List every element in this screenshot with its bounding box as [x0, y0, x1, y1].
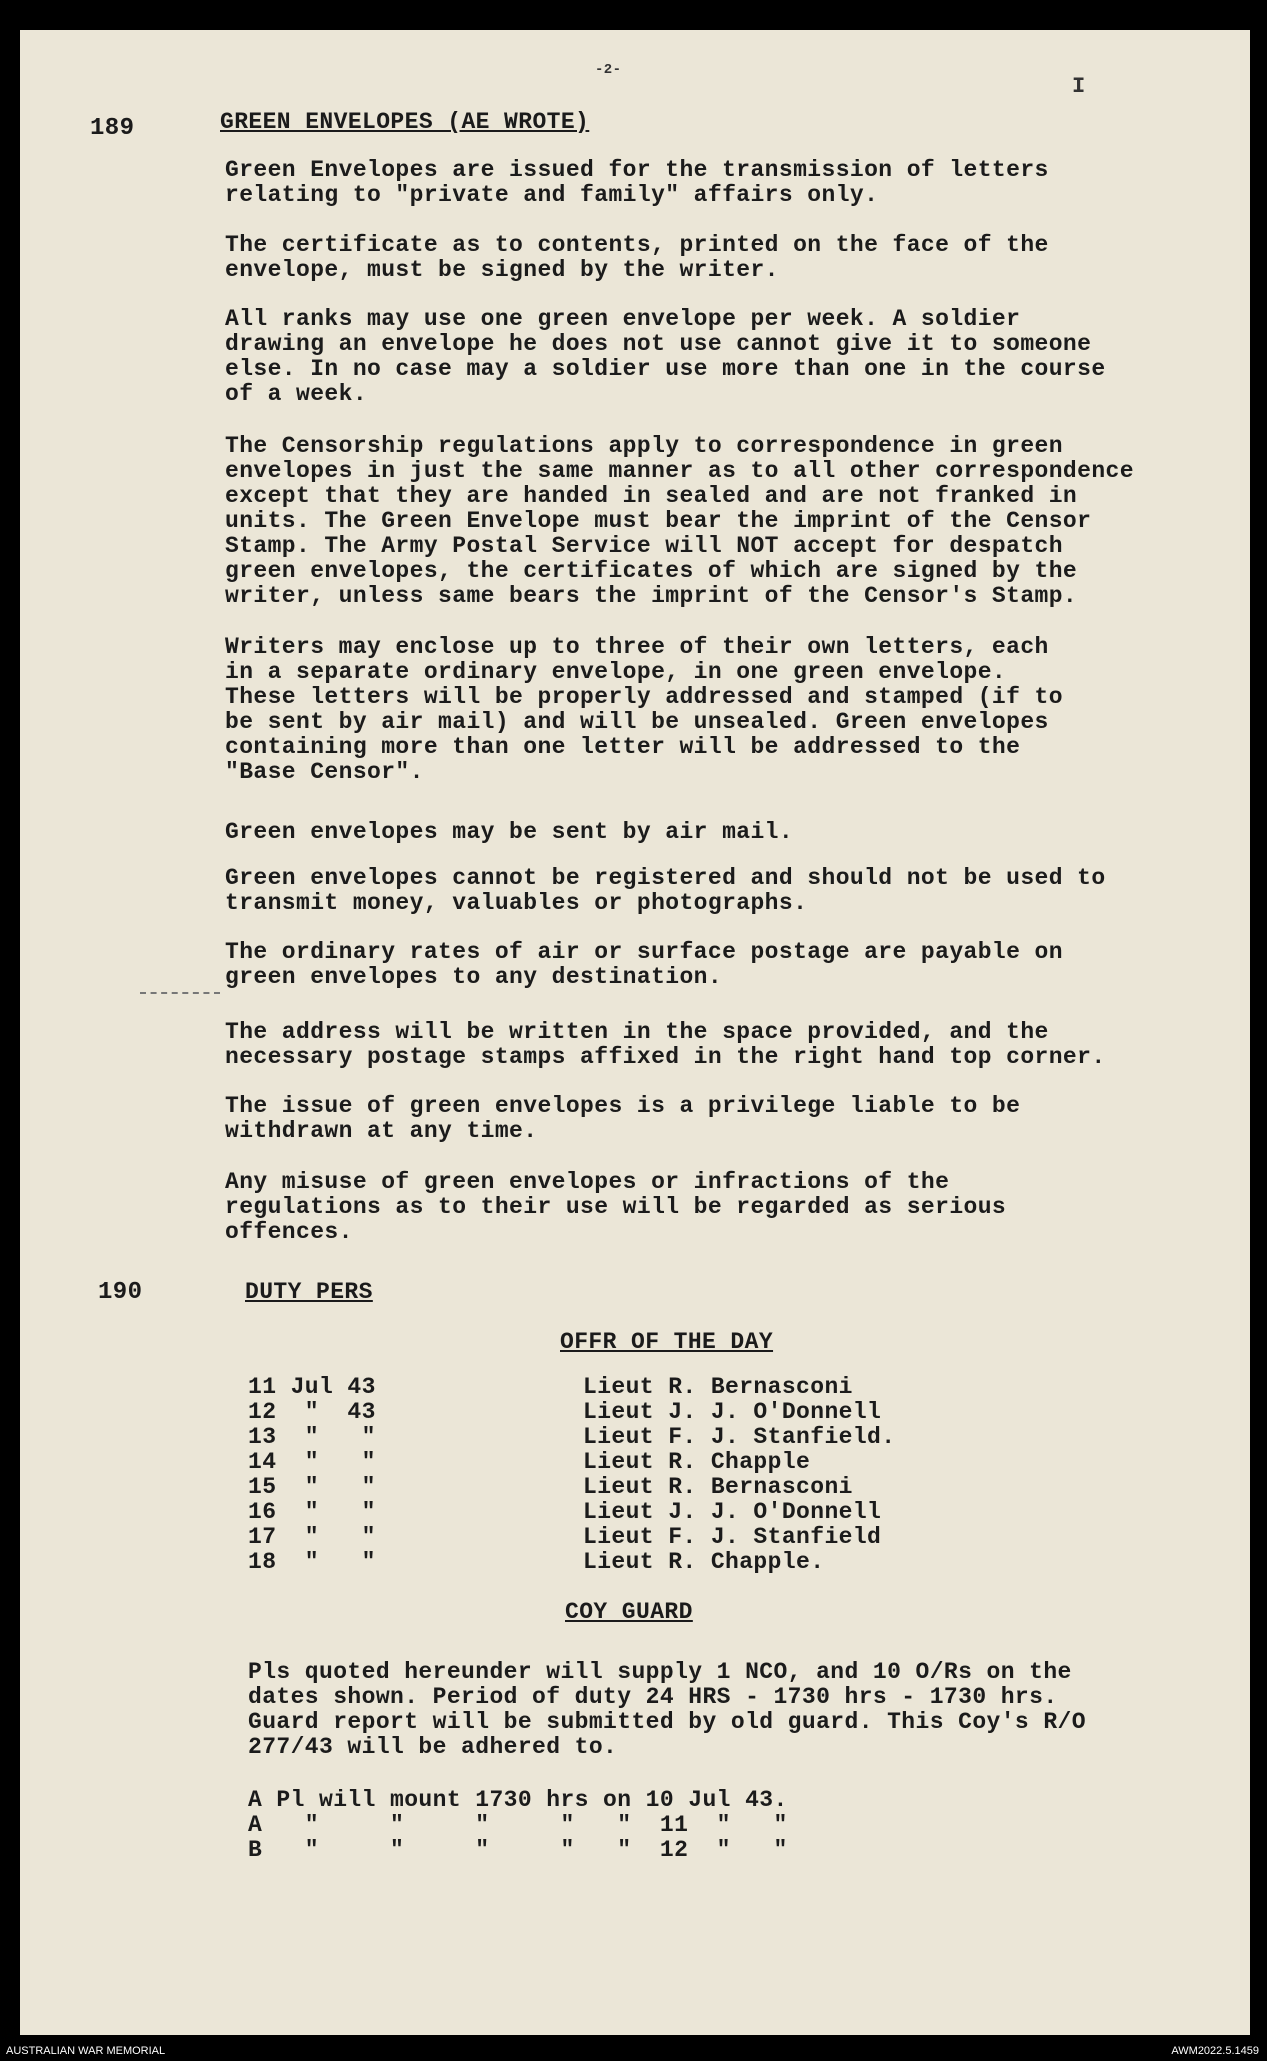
officer-of-the-day-heading: OFFR OF THE DAY [560, 1329, 774, 1355]
archive-footer [0, 2041, 1267, 2061]
roster-officer: Lieut F. J. Stanfield [583, 1524, 882, 1550]
roster-officer: Lieut R. Chapple [583, 1449, 811, 1475]
roster-date: 12 " 43 [248, 1399, 376, 1425]
green-envelopes-paragraph-2: The certificate as to contents, printed on the face of the envelope, must be signed by the writer. [225, 232, 1049, 283]
roster-date: 17 " " [248, 1524, 376, 1550]
green-envelopes-paragraph-8: The ordinary rates of air or surface postage are payable on green envelopes to any destination. [225, 939, 1063, 990]
section-189-title: GREEN ENVELOPES (AE WROTE) [220, 109, 590, 135]
page-number-mark: -2- [595, 62, 622, 78]
document-page [20, 30, 1250, 2035]
roster-date: 16 " " [248, 1499, 376, 1525]
officer-roster [248, 1375, 1148, 1585]
guard-row: A Pl will mount 1730 hrs on 10 Jul 43. [248, 1787, 788, 1813]
green-envelopes-paragraph-9: The address will be written in the space provided, and the necessary postage stamps affixed in the right hand top corner. [225, 1019, 1106, 1070]
roster-officer: Lieut R. Bernasconi [583, 1374, 853, 1400]
green-envelopes-paragraph-4: The Censorship regulations apply to correspondence in green envelopes in just the same manner as to all other correspondence except that they are handed in sealed and are not franked in units. The Green Envelope must bear the imprint of the Censor Stamp. The Army Postal Service will NOT accept for despatch green envelopes, the certificates of which are signed by the writer, unless same bears the imprint of the Censor's Stamp. [225, 433, 1134, 609]
roster-officer: Lieut J. J. O'Donnell [583, 1399, 882, 1425]
roster-date: 11 Jul 43 [248, 1374, 376, 1400]
green-envelopes-paragraph-10: The issue of green envelopes is a privilege liable to be withdrawn at any time. [225, 1093, 1021, 1144]
roster-officer: Lieut R. Chapple. [583, 1549, 825, 1575]
green-envelopes-paragraph-6: Green envelopes may be sent by air mail. [225, 819, 794, 845]
green-envelopes-paragraph-3: All ranks may use one green envelope per week. A soldier drawing an envelope he does not use cannot give it to someone else. In no case may a soldier use more than one in the course of a week. [225, 306, 1106, 407]
tick-mark: I [1072, 74, 1086, 99]
roster-date: 15 " " [248, 1474, 376, 1500]
guard-schedule [248, 1788, 1188, 1863]
section-190-number: 190 [98, 1279, 143, 1306]
roster-officer: Lieut R. Bernasconi [583, 1474, 853, 1500]
green-envelopes-paragraph-5: Writers may enclose up to three of their own letters, each in a separate ordinary envelope, in one green envelope. These letters will be properly addressed and stamped (if to be sent by air mail) and will be unsealed. Green envelopes containing more than one letter will be addressed to the "Base Censor". [225, 634, 1063, 785]
margin-dash-mark [140, 992, 220, 994]
coy-guard-paragraph: Pls quoted hereunder will supply 1 NCO, and 10 O/Rs on the dates shown. Period of duty 24 HRS - 1730 hrs - 1730 hrs. Guard report will be submitted by old guard. This Coy's R/O 277/43 will be adhered to. [248, 1659, 1086, 1760]
guard-row: A " " " " " 11 " " [248, 1812, 788, 1838]
footer-source: AUSTRALIAN WAR MEMORIAL [6, 2045, 166, 2057]
section-189-number: 189 [90, 115, 135, 142]
guard-row: B " " " " " 12 " " [248, 1837, 788, 1863]
coy-guard-heading: COY GUARD [565, 1599, 693, 1625]
green-envelopes-paragraph-1: Green Envelopes are issued for the transmission of letters relating to "private and family" affairs only. [225, 157, 1049, 208]
section-190-title: DUTY PERS [245, 1279, 373, 1305]
roster-officer: Lieut J. J. O'Donnell [583, 1499, 882, 1525]
green-envelopes-paragraph-11: Any misuse of green envelopes or infractions of the regulations as to their use will be regarded as serious offences. [225, 1169, 1007, 1245]
roster-date: 18 " " [248, 1549, 376, 1575]
roster-date: 13 " " [248, 1424, 376, 1450]
roster-officer: Lieut F. J. Stanfield. [583, 1424, 896, 1450]
footer-reference: AWM2022.5.1459 [1171, 2045, 1259, 2057]
green-envelopes-paragraph-7: Green envelopes cannot be registered and should not be used to transmit money, valuables or photographs. [225, 865, 1106, 916]
roster-date: 14 " " [248, 1449, 376, 1475]
